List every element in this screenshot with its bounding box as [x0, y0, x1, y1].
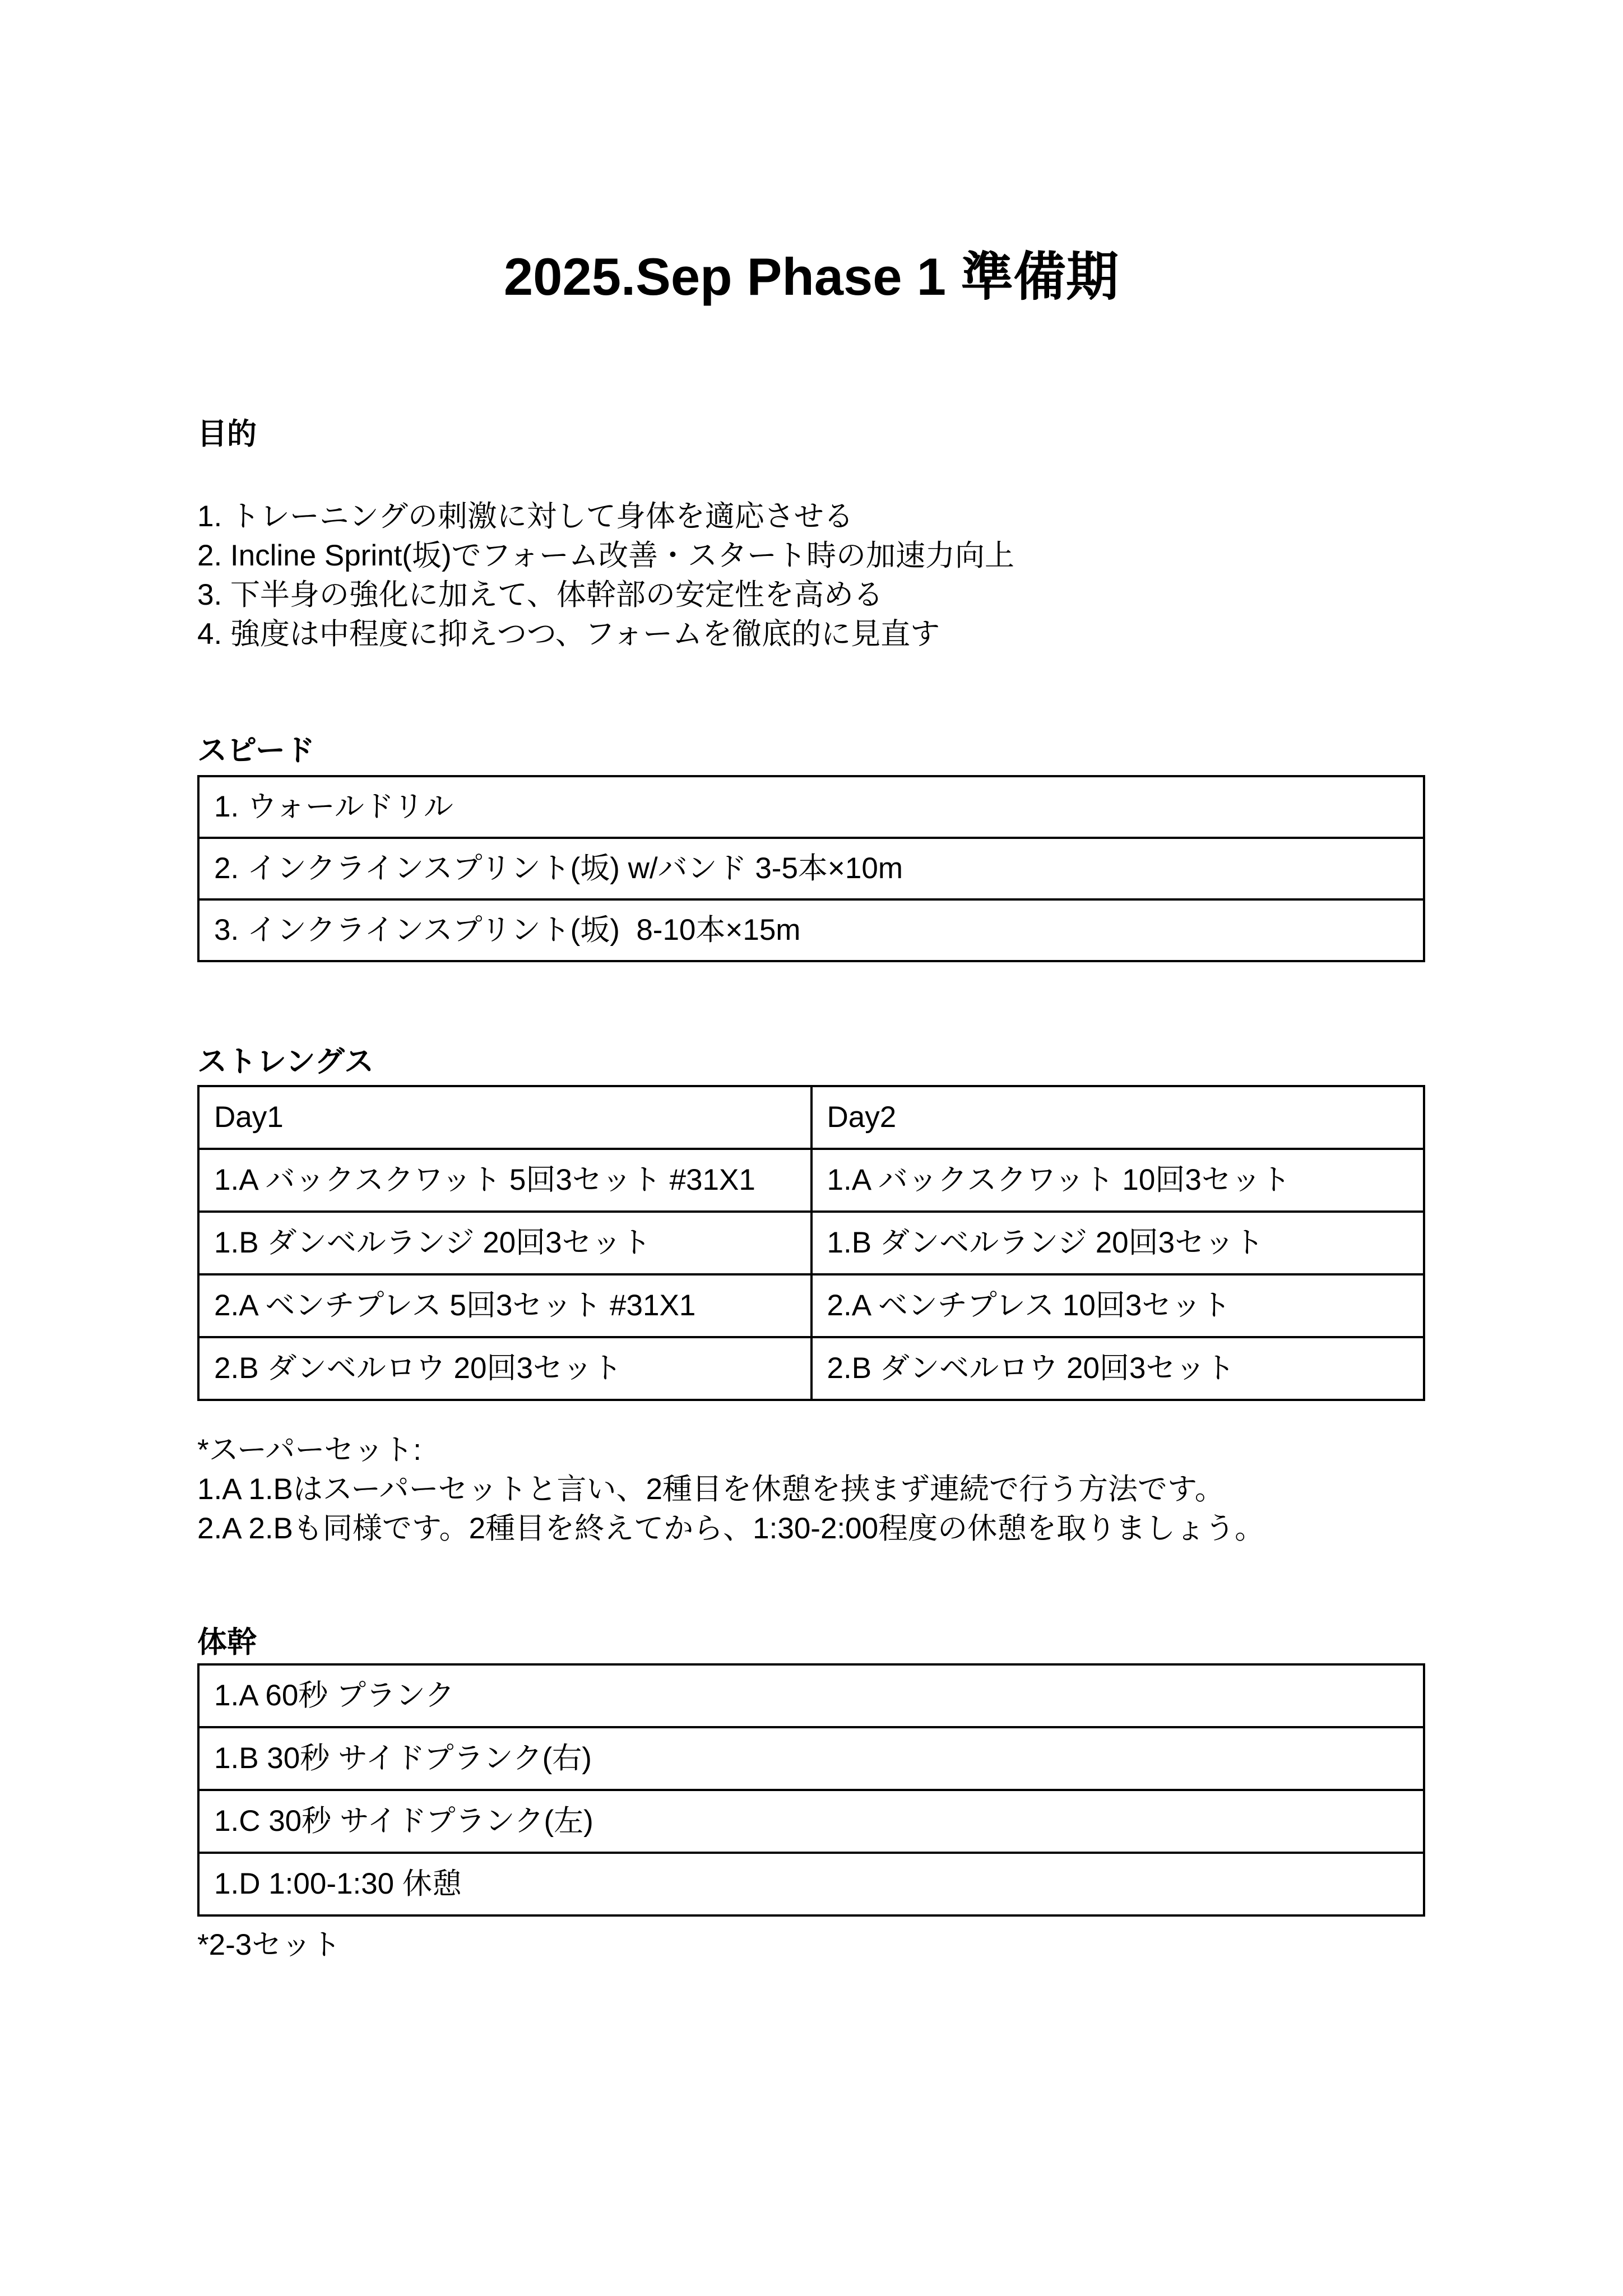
strength-col-header-day2: Day2 [812, 1086, 1425, 1149]
strength-row-4-day2-cell: 2.B ダンベルロウ 20回3セット [812, 1337, 1425, 1400]
table-row [198, 1790, 1424, 1853]
table-row [198, 1274, 1424, 1337]
strength-row-4-day1-cell: 2.B ダンベルロウ 20回3セット [198, 1337, 812, 1400]
table-row [198, 1337, 1424, 1400]
core-row-2-cell: 1.B 30秒 サイドプランク(右) [198, 1727, 1424, 1790]
section-heading-core: 体幹 [197, 1626, 257, 1659]
strength-row-1-day2-cell: 1.A バックスクワット 10回3セット [812, 1149, 1425, 1212]
table-row [198, 838, 1424, 899]
purpose-item-2: 2. Incline Sprint(坂)でフォーム改善・スタート時の加速力向上 [197, 539, 1014, 572]
table-row [198, 1853, 1424, 1915]
section-heading-strength: ストレングス [197, 1045, 374, 1078]
strength-col-header-day1: Day1 [198, 1086, 812, 1149]
speed-row-2-cell: 2. インクラインスプリント(坂) w/バンド 3-5本×10m [198, 838, 1424, 899]
purpose-item-3: 3. 下半身の強化に加えて、体幹部の安定性を高める [197, 578, 883, 611]
table-row [198, 776, 1424, 838]
strength-table [197, 1085, 1425, 1401]
table-row [198, 1149, 1424, 1212]
strength-row-2-day1-cell: 1.B ダンベルランジ 20回3セット [198, 1212, 812, 1274]
core-row-1-cell: 1.A 60秒 プランク [198, 1664, 1424, 1727]
core-sets-footnote: *2-3セット [197, 1928, 341, 1961]
speed-row-3-cell: 3. インクラインスプリント(坂) 8-10本×15m [198, 899, 1424, 961]
purpose-item-1: 1. トレーニングの刺激に対して身体を適応させる [197, 500, 854, 533]
purpose-item-4: 4. 強度は中程度に抑えつつ、フォームを徹底的に見直す [197, 618, 940, 651]
core-table [197, 1663, 1425, 1917]
strength-row-3-day1-cell: 2.A ベンチプレス 5回3セット #31X1 [198, 1274, 812, 1337]
table-row [198, 899, 1424, 961]
table-row [198, 1212, 1424, 1274]
core-row-4-cell: 1.D 1:00-1:30 休憩 [198, 1853, 1424, 1915]
speed-table [197, 775, 1425, 962]
section-heading-purpose: 目的 [197, 418, 257, 451]
superset-notes [197, 1431, 1425, 1548]
table-row [198, 1664, 1424, 1727]
purpose-list [197, 497, 1425, 654]
page-title: 2025.Sep Phase 1 準備期 [503, 247, 1119, 306]
superset-note-line-1: 1.A 1.Bはスーパーセットと言い、2種目を休憩を挟まず連続で行う方法です。 [197, 1473, 1225, 1506]
superset-note-line-2: 2.A 2.Bも同様です。2種目を終えてから、1:30-2:00程度の休憩を取りましょう。 [197, 1512, 1265, 1545]
table-row [198, 1727, 1424, 1790]
strength-row-1-day1-cell: 1.A バックスクワット 5回3セット #31X1 [198, 1149, 812, 1212]
strength-row-3-day2-cell: 2.A ベンチプレス 10回3セット [812, 1274, 1425, 1337]
section-heading-speed: スピード [197, 734, 315, 767]
strength-row-2-day2-cell: 1.B ダンベルランジ 20回3セット [812, 1212, 1425, 1274]
table-header-row [198, 1086, 1424, 1149]
core-row-3-cell: 1.C 30秒 サイドプランク(左) [198, 1790, 1424, 1853]
superset-note-title: *スーパーセット: [197, 1434, 421, 1467]
speed-row-1-cell: 1. ウォールドリル [198, 776, 1424, 838]
